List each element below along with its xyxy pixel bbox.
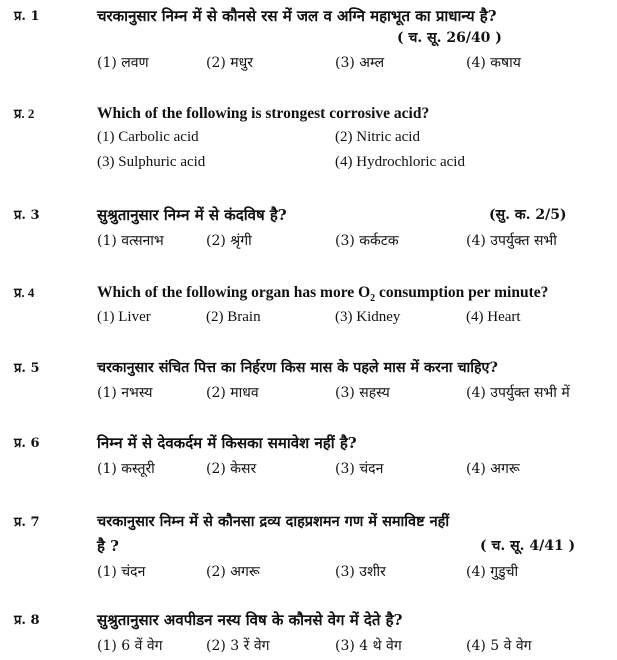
- question-number: प्र. 1: [14, 9, 40, 24]
- question-text-part: consumption per minute?: [375, 284, 549, 301]
- subscript: 2: [370, 293, 376, 305]
- question-number: प्र. 4: [14, 285, 35, 300]
- reference: (सु. क. 2/5): [489, 207, 567, 223]
- option-2: (2) श्रृंगी: [206, 233, 252, 249]
- question-number: प्र. 8: [14, 613, 40, 628]
- option-3: (3) कर्कटक: [335, 233, 399, 249]
- option-4: (4) उपर्युक्त सभी: [466, 233, 557, 249]
- option-1: (1) कस्तूरी: [97, 461, 155, 477]
- option-3: (3) उशीर: [335, 564, 386, 580]
- question-number: प्र. 6: [14, 436, 40, 451]
- option-1: (1) Carbolic acid: [97, 129, 199, 145]
- question-text: चरकानुसार निम्न में से कौनसे रस में जल व अग्नि महाभूत का प्राधान्य है?: [97, 7, 497, 25]
- question-number: प्र. 3: [14, 208, 40, 223]
- option-4: (4) Hydrochloric acid: [335, 154, 465, 170]
- option-2: (2) केसर: [206, 461, 257, 477]
- option-4: (4) Heart: [466, 309, 521, 325]
- option-2: (2) मधुर: [206, 55, 253, 71]
- option-4: (4) कषाय: [466, 55, 521, 71]
- option-3: (3) सहस्य: [335, 385, 390, 401]
- question-text-part: Which of the following organ has more O: [97, 284, 371, 301]
- option-2: (2) माधव: [206, 385, 259, 401]
- option-1: (1) वत्सनाभ: [97, 233, 164, 249]
- option-3: (3) Sulphuric acid: [97, 154, 206, 170]
- option-3: (3) Kidney: [335, 309, 401, 325]
- question-text: निम्न में से देवकर्दम में किसका समावेश नहीं है?: [97, 434, 357, 452]
- question-number: प्र. 7: [14, 515, 40, 530]
- option-2: (2) 3 रें वेग: [206, 638, 270, 654]
- option-1: (1) नभस्य: [97, 385, 153, 401]
- question-number: प्र. 2: [14, 106, 35, 121]
- question-text-line2: है ?: [97, 537, 119, 555]
- question-text: सुश्रुतानुसार अवपीडन नस्य विष के कौनसे वेग में देते है?: [97, 611, 403, 629]
- option-1: (1) लवण: [97, 55, 149, 71]
- option-3: (3) चंदन: [335, 461, 384, 477]
- option-1: (1) चंदन: [97, 564, 146, 580]
- question-text: सुश्रुतानुसार निम्न में से कंदविष है?: [97, 206, 287, 224]
- option-4: (4) अगरू: [466, 461, 520, 477]
- reference: ( च. सू. 26/40 ): [397, 30, 502, 46]
- question-text: चरकानुसार संचित पित्त का निर्हरण किस मास के पहले मास में करना चाहिए?: [97, 360, 498, 376]
- reference: ( च. सू. 4/41 ): [480, 538, 576, 554]
- option-2: (2) अगरू: [206, 564, 260, 580]
- question-number: प्र. 5: [14, 361, 40, 376]
- option-3: (3) अम्ल: [335, 55, 385, 71]
- option-2: (2) Brain: [206, 309, 261, 325]
- option-1: (1) Liver: [97, 309, 151, 325]
- option-3: (3) 4 थे वेग: [335, 638, 402, 654]
- option-4: (4) गुडुची: [466, 564, 519, 580]
- question-text: चरकानुसार निम्न में से कौनसा द्रव्य दाहप्रशमन गण में समाविष्ट नहीं: [97, 513, 450, 530]
- option-2: (2) Nitric acid: [335, 129, 420, 145]
- option-1: (1) 6 वें वेग: [97, 638, 163, 654]
- question-text: Which of the following is strongest corrosive acid?: [97, 105, 430, 122]
- option-4: (4) उपर्युक्त सभी में: [466, 385, 570, 401]
- question-text: [97, 283, 603, 309]
- option-4: (4) 5 वे वेग: [466, 638, 532, 654]
